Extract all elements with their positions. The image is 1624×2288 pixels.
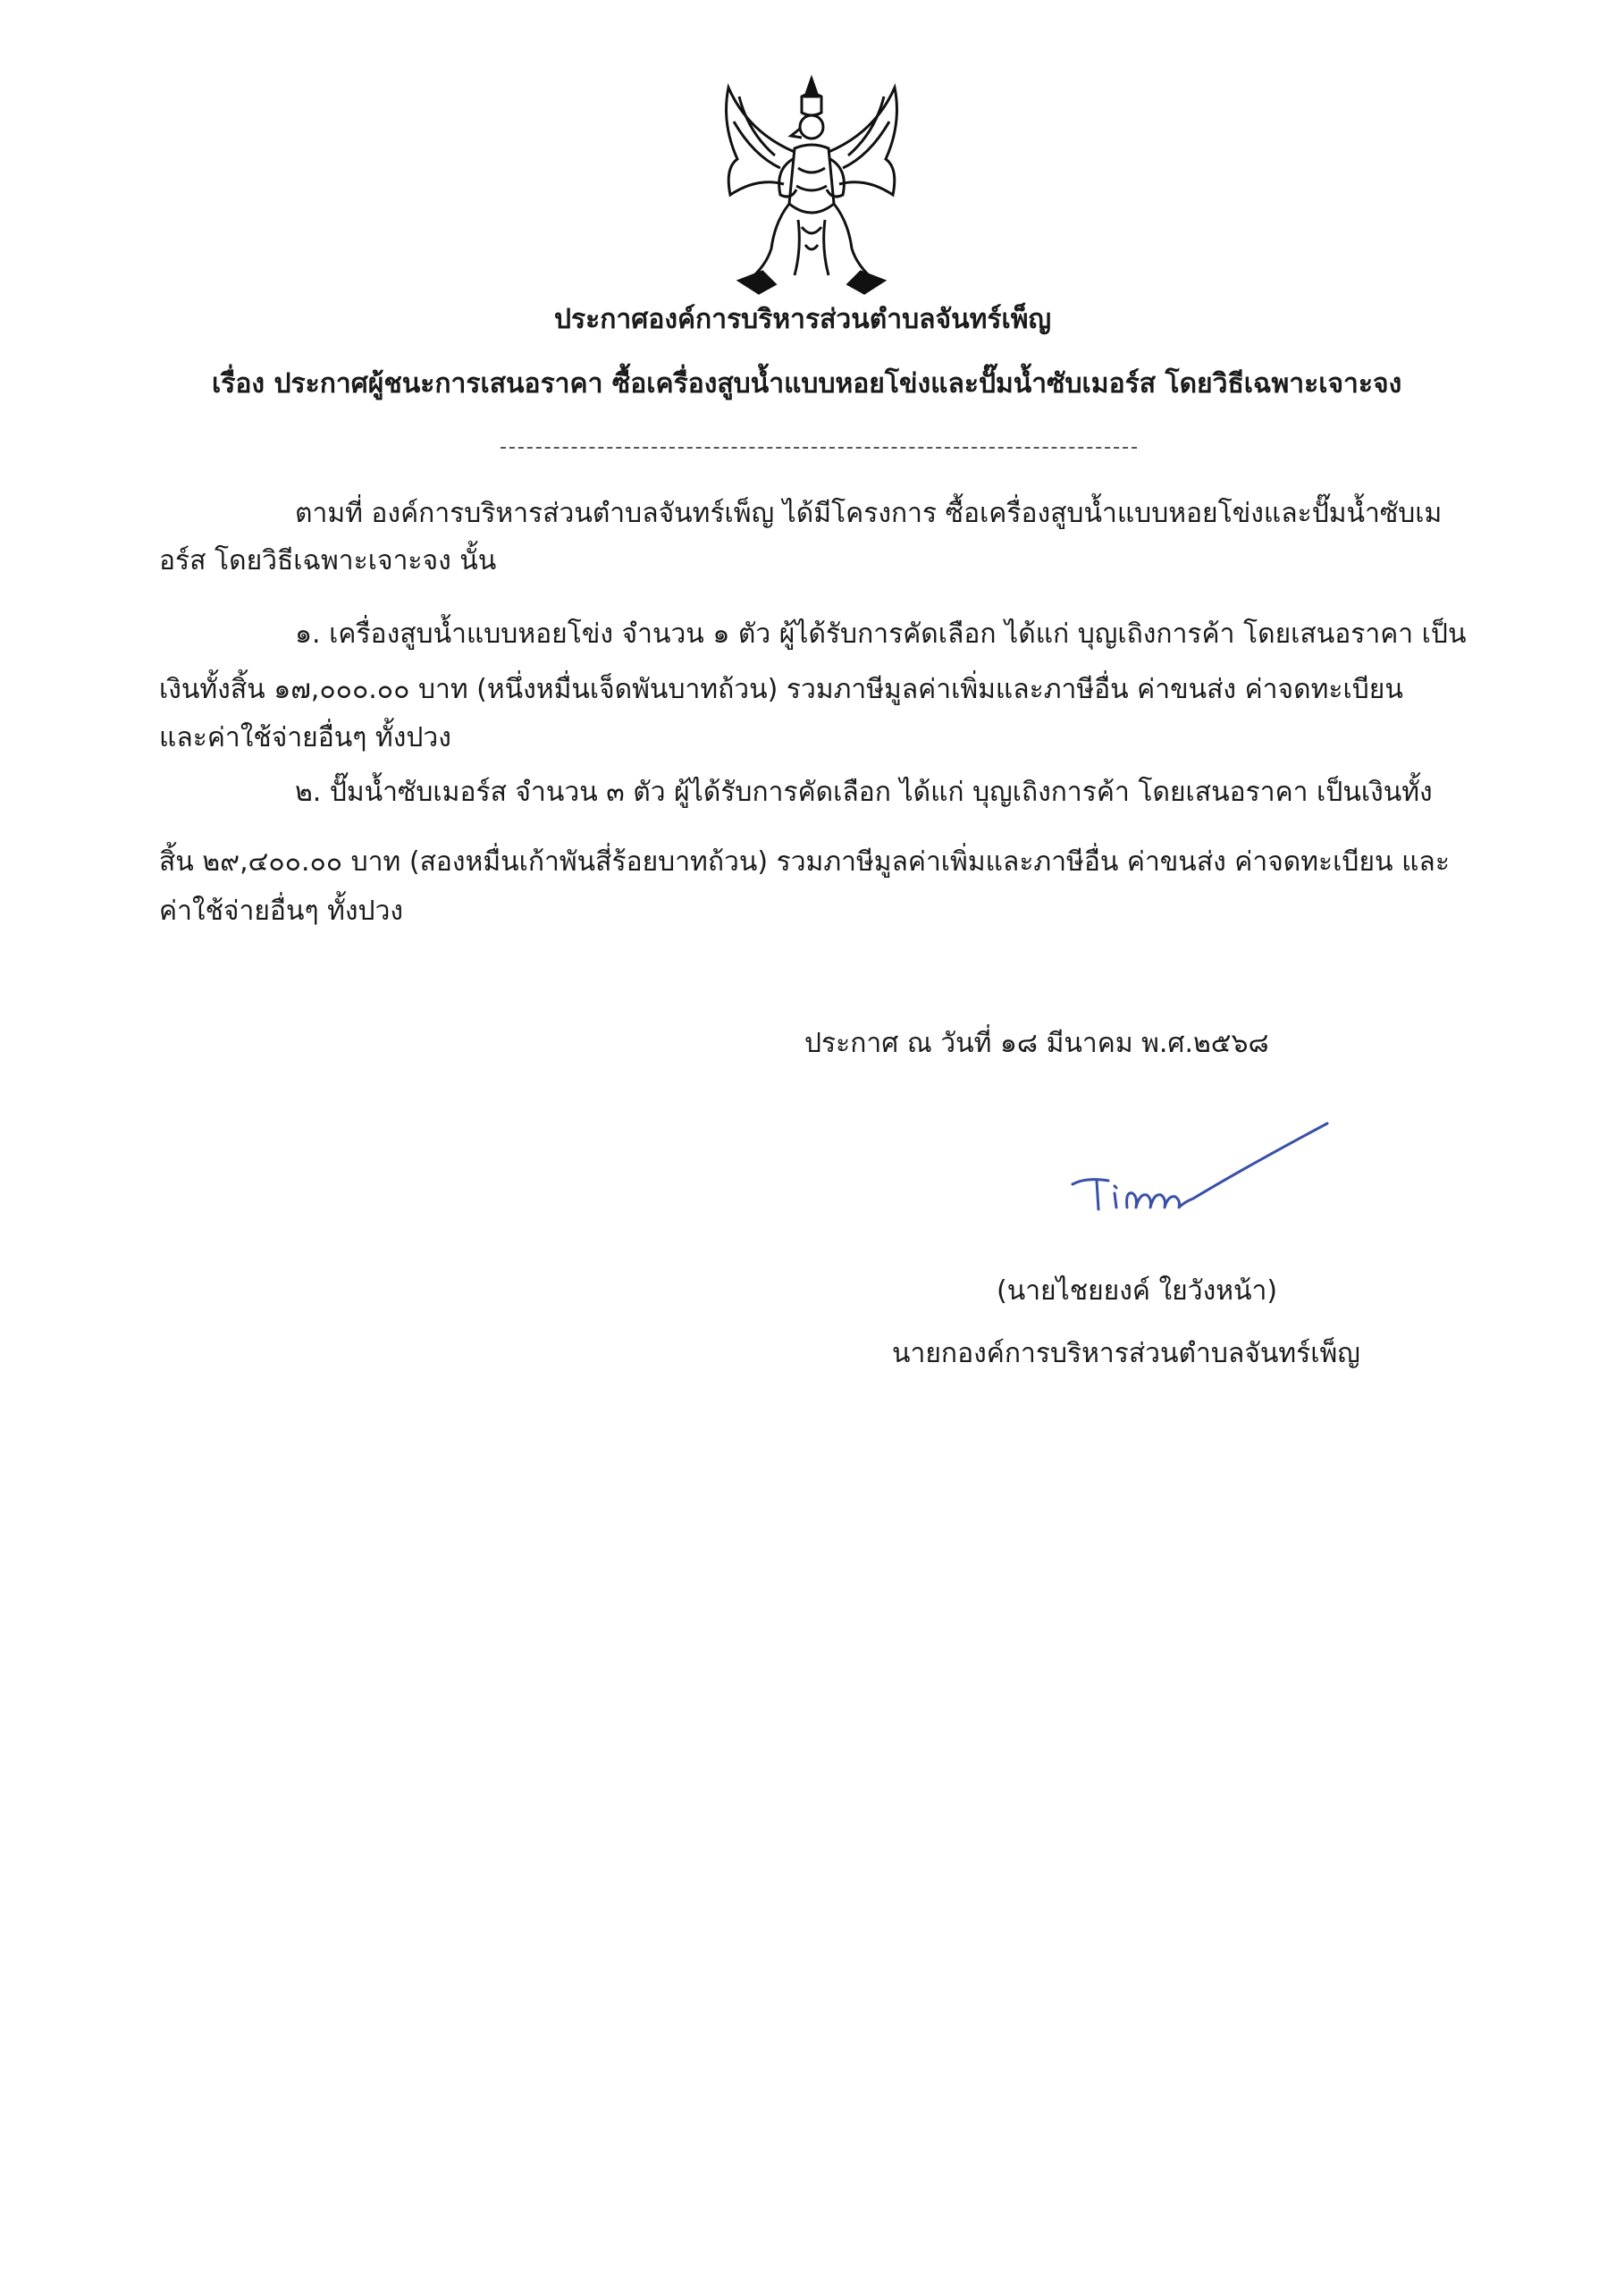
item-2-line-3: ค่าใช้จ่ายอื่นๆ ทั้งปวง [159, 896, 404, 927]
signature [1068, 1122, 1336, 1229]
garuda-emblem-icon [712, 70, 911, 302]
item-1-line-3: และค่าใช้จ่ายอื่นๆ ทั้งปวง [159, 722, 451, 753]
intro-paragraph-line-2: อร์ส โดยวิธีเฉพาะเจาะจง นั้น [159, 545, 497, 576]
item-2-line-2: สิ้น ๒๙,๔๐๐.๐๐ บาท (สองหมื่นเก้าพันสี่ร้อยบาทถ้วน) รวมภาษีมูลค่าเพิ่มและภาษีอื่น ค่าขนส่ง ค่าจดทะเบียน และ [159, 846, 1450, 878]
announcement-subject: เรื่อง ประกาศผู้ชนะการเสนอราคา ซื้อเครื่องสูบน้ำแบบหอยโข่งและปั๊มน้ำซับเมอร์ส โดยวิธีเฉพาะเจาะจง [212, 368, 1402, 400]
item-2-line-1: ๒. ปั๊มน้ำซับเมอร์ส จำนวน ๓ ตัว ผู้ได้รับการคัดเลือก ได้แก่ บุญเถิงการค้า โดยเสนอราคา เป็นเงินทั้ง [295, 777, 1433, 808]
signer-name: (นายไชยยงค์ ใยวังหน้า) [997, 1275, 1278, 1307]
header-divider [501, 447, 1137, 449]
announcement-title: ประกาศองค์การบริหารส่วนตำบลจันทร์เพ็ญ [554, 304, 1052, 335]
item-1-line-2: เงินทั้งสิ้น ๑๗,๐๐๐.๐๐ บาท (หนึ่งหมื่นเจ็ดพันบาทถ้วน) รวมภาษีมูลค่าเพิ่มและภาษีอื่น ค่าขนส่ง ค่าจดทะเบียน [159, 674, 1403, 705]
item-1-line-1: ๑. เครื่องสูบน้ำแบบหอยโข่ง จำนวน ๑ ตัว ผู้ได้รับการคัดเลือก ได้แก่ บุญเถิงการค้า โดยเสนอราคา เป็น [295, 618, 1467, 650]
announcement-date: ประกาศ ณ วันที่ ๑๘ มีนาคม พ.ศ.๒๕๖๘ [804, 1028, 1269, 1059]
signer-title: นายกองค์การบริหารส่วนตำบลจันทร์เพ็ญ [892, 1338, 1360, 1369]
intro-paragraph-line-1: ตามที่ องค์การบริหารส่วนตำบลจันทร์เพ็ญ ได้มีโครงการ ซื้อเครื่องสูบน้ำแบบหอยโข่งและปั๊มน้ำซับเม [295, 498, 1443, 529]
